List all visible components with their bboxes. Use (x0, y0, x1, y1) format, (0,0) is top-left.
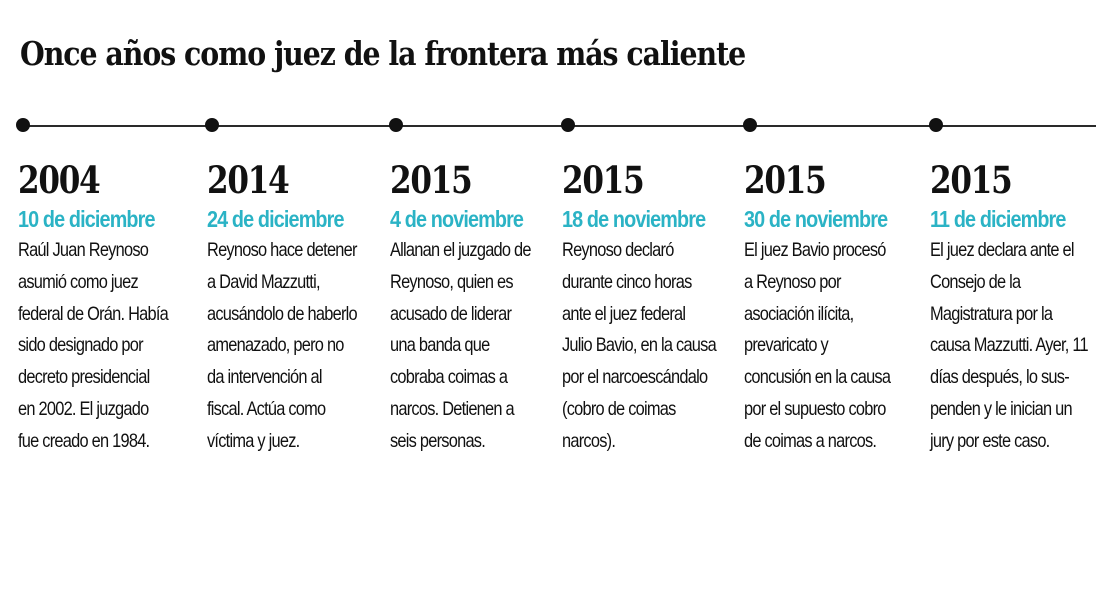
event-date: 11 de diciembre (930, 206, 1066, 232)
event-year: 2004 (18, 158, 100, 202)
timeline-event (744, 158, 959, 458)
timeline-marker (743, 118, 757, 132)
timeline-event (18, 158, 233, 458)
page-title: Once años como juez de la frontera más caliente (20, 34, 746, 73)
event-date: 18 de noviembre (562, 206, 706, 232)
timeline-marker (389, 118, 403, 132)
event-date: 4 de noviembre (390, 206, 524, 232)
event-description: Raúl Juan Reynoso asumió como juez federal de Orán. Había sido designado por decreto presidencial en 2002. El juzgado fue creado en 1984. (18, 239, 169, 452)
event-year: 2015 (744, 158, 826, 202)
timeline-marker (16, 118, 30, 132)
timeline-marker (205, 118, 219, 132)
event-year: 2015 (930, 158, 1012, 202)
event-year: 2014 (207, 158, 289, 202)
event-description: Allanan el juzgado de Reynoso, quien es acusado de liderar una banda que cobraba coimas a narcos. Detienen a seis personas. (390, 239, 531, 452)
event-description: Reynoso declaró durante cinco horas ante el juez federal Julio Bavio, en la causa por el narcoescándalo (cobro de coimas narcos). (562, 239, 716, 452)
event-date: 10 de diciembre (18, 206, 155, 232)
timeline-marker (561, 118, 575, 132)
event-year: 2015 (562, 158, 644, 202)
event-description: Reynoso hace detener a David Mazzutti, acusándolo de haberlo amenazado, pero no da intervención al fiscal. Actúa como víctima y juez. (207, 239, 357, 452)
event-year: 2015 (390, 158, 472, 202)
timeline-event (930, 158, 1099, 458)
event-date: 30 de noviembre (744, 206, 888, 232)
event-description: El juez declara ante el Consejo de la Magistratura por la causa Mazzutti. Ayer, 11 días después, lo sus- penden y le inician un jury por este caso. (930, 239, 1088, 452)
event-description: El juez Bavio procesó a Reynoso por asociación ilícita, prevaricato y concusión en la causa por el supuesto cobro de coimas a narcos. (744, 239, 891, 452)
event-date: 24 de diciembre (207, 206, 344, 232)
timeline-marker (929, 118, 943, 132)
